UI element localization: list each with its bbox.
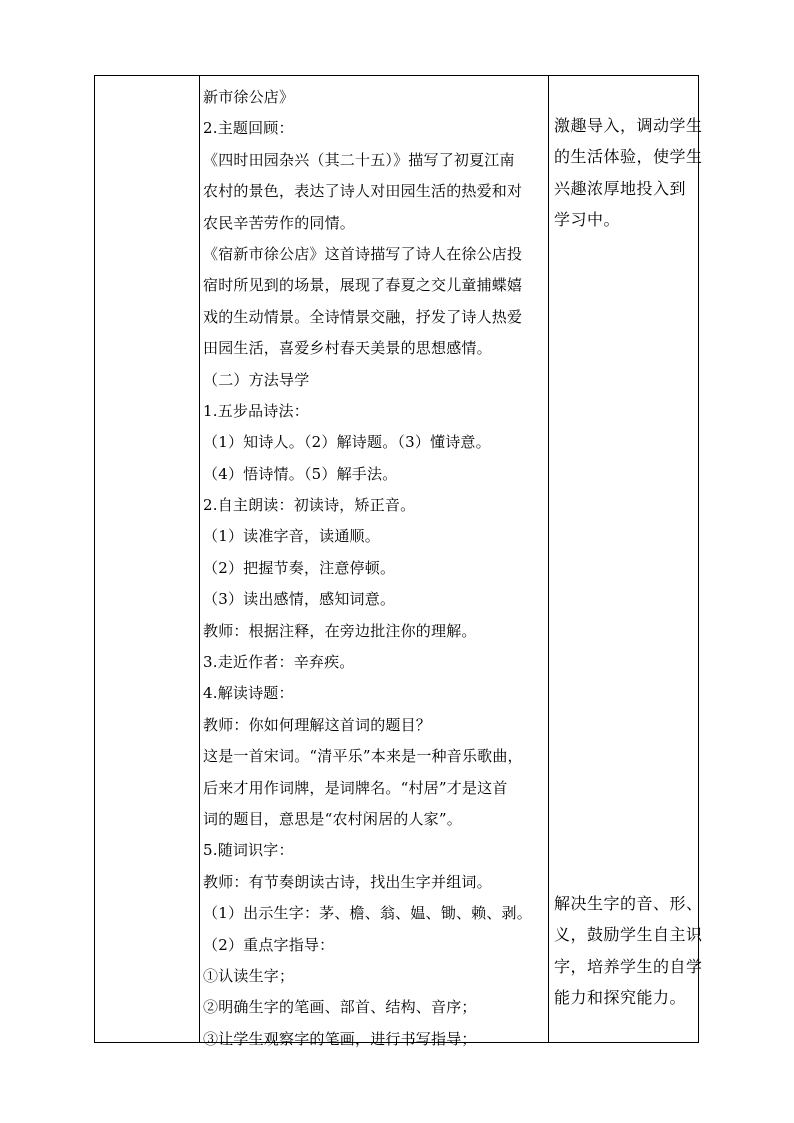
note-line: 的生活体验，使学生 [554,147,703,167]
note-line: 学习中。 [554,210,621,230]
text-line: ②明确生字的笔画、部首、结构、音序； [203,998,477,1017]
text-line: （4）悟诗情。（5）解手法。 [203,464,398,483]
note-line: 义，鼓励学生自主识 [554,925,703,945]
section-heading: （二）方法导学 [203,370,310,389]
text-line: 教师：有节奏朗读古诗，找出生字并组词。 [203,872,492,891]
text-line: （1）出示生字：茅、檐、翁、媪、锄、赖、剥。 [203,904,532,923]
note-line: 激趣导入，调动学生 [554,116,703,135]
note-line: 字，培养学生的自学 [554,956,703,976]
text-line: 3.走近作者：辛弃疾。 [203,653,355,672]
text-line: 后来才用作词牌，是词牌名。“村居”才是这首 [203,778,508,797]
text-line: 教师：你如何理解这首词的题目？ [203,715,432,734]
text-line: ①认读生字； [203,966,295,985]
text-line: 2.主题回顾： [203,119,294,138]
text-line: 《宿新市徐公店》这首诗描写了诗人在徐公店投 [203,244,523,263]
text-line: 教师：根据注释，在旁边批注你的理解。 [203,621,477,640]
text-line: 4.解读诗题： [203,684,294,703]
text-line: 《四时田园杂兴（其二十五）》描写了初夏江南 [203,150,515,169]
text-line: （1）读准字音，读通顺。 [203,527,380,546]
design-intent-note-intro [554,110,703,236]
column-divider-right [548,76,549,1042]
text-line: 农村的景色，表达了诗人对田园生活的热爱和对 [203,182,523,201]
text-line: 词的题目，意思是“农村闲居的人家”。 [203,809,462,828]
note-line: 解决生字的音、形、 [554,894,703,913]
text-line: （2）重点字指导： [203,935,335,954]
text-line: 农民辛苦劳作的同情。 [203,213,356,232]
text-line: 1.五步品诗法： [203,401,309,420]
text-line: 戏的生动情景。全诗情景交融，抒发了诗人热爱 [203,307,523,326]
text-line: 2.自主朗读：初读诗，矫正音。 [203,496,416,515]
design-intent-note-characters [554,888,703,1014]
note-line: 能力和探究能力。 [554,988,687,1008]
text-line: 这是一首宋词。“清平乐”本来是一种音乐歌曲， [203,747,523,766]
lesson-plan-table [94,75,703,1048]
text-line: 田园生活，喜爱乡村春天美景的思想感情。 [203,339,492,358]
column-divider-left [199,76,200,1042]
text-line: 新市徐公店》 [203,88,295,106]
text-line: 宿时所见到的场景，展现了春夏之交儿童捕蝶嬉 [203,276,523,295]
teaching-process-cell [203,82,543,1055]
note-line: 兴趣浓厚地投入到 [554,178,687,198]
text-line: （3）读出感情，感知词意。 [203,590,396,609]
text-line: ③让学生观察字的笔画，进行书写指导； [203,1029,477,1048]
text-line: 5.随词识字： [203,841,294,860]
text-line: （2）把握节奏，注意停顿。 [203,558,396,577]
text-line: （1）知诗人。（2）解诗题。（3）懂诗意。 [203,433,491,452]
